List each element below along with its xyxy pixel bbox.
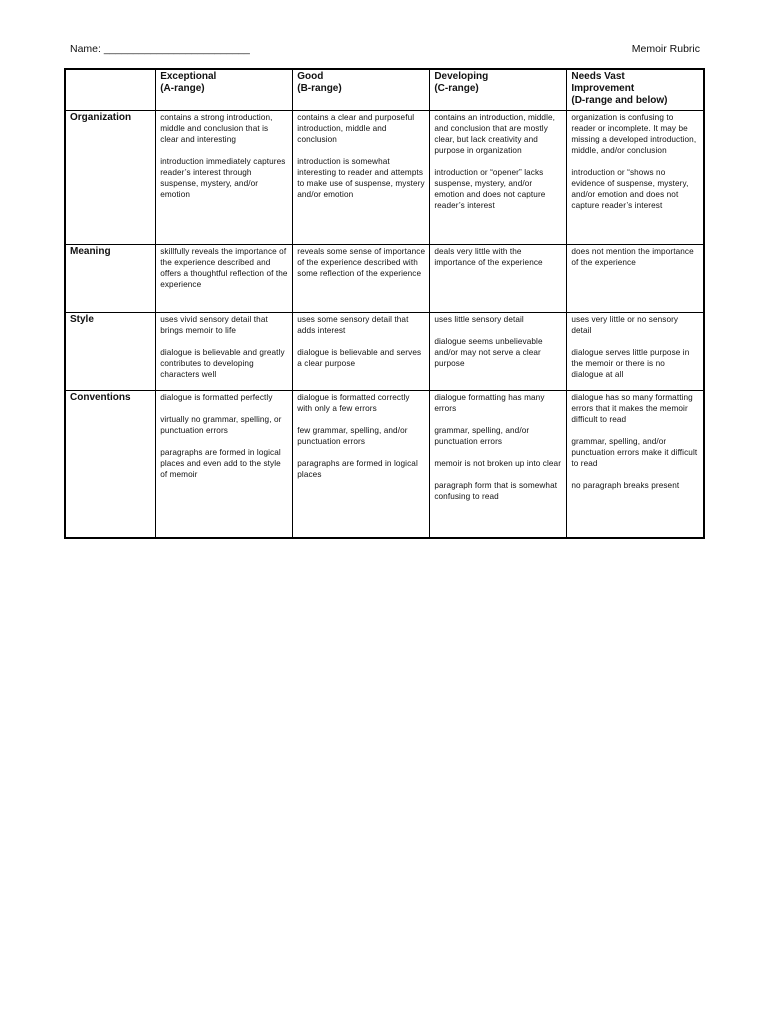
cell-organization-needs-improvement: organization is confusing to reader or incomplete. It may be missing a developed introduction, middle, and/or conclusion introduction or “shows no evidence of suspense, mystery, and/or emotion and does not capture reader’s interest xyxy=(567,111,704,245)
cell-meaning-exceptional: skillfully reveals the importance of the experience described and offers a thoughtful reflection of the experience xyxy=(156,245,293,313)
row-label-meaning: Meaning xyxy=(65,245,156,313)
cell-style-good: uses some sensory detail that adds interest dialogue is believable and serves a clear purpose xyxy=(293,313,430,391)
cell-style-needs-improvement: uses very little or no sensory detail dialogue serves little purpose in the memoir or there is no dialogue at all xyxy=(567,313,704,391)
cell-style-developing: uses little sensory detail dialogue seems unbelievable and/or may not serve a clear purpose xyxy=(430,313,567,391)
page-header xyxy=(70,42,700,56)
column-header-needs-vast-improvement: Needs Vast Improvement (D-range and below) xyxy=(567,69,704,111)
column-header-exceptional: Exceptional (A-range) xyxy=(156,69,293,111)
row-label-style: Style xyxy=(65,313,156,391)
cell-organization-good: contains a clear and purposeful introduction, middle and conclusion introduction is somewhat interesting to reader and attempts to make use of suspense, mystery and/or emotion xyxy=(293,111,430,245)
rubric-table xyxy=(64,68,705,539)
cell-conventions-exceptional: dialogue is formatted perfectly virtually no grammar, spelling, or punctuation errors paragraphs are formed in logical places and even add to the style of memoir xyxy=(156,391,293,538)
cell-conventions-good: dialogue is formatted correctly with only a few errors few grammar, spelling, and/or punctuation errors paragraphs are formed in logical places xyxy=(293,391,430,538)
cell-organization-exceptional: contains a strong introduction, middle and conclusion that is clear and interesting introduction immediately captures reader’s interest through suspense, mystery, and/or emotion xyxy=(156,111,293,245)
cell-conventions-developing: dialogue formatting has many errors grammar, spelling, and/or punctuation errors memoir is not broken up into clear paragraph form that is somewhat confusing to read xyxy=(430,391,567,538)
column-header-developing: Developing (C-range) xyxy=(430,69,567,111)
cell-conventions-needs-improvement: dialogue has so many formatting errors that it makes the memoir difficult to read grammar, spelling, and/or punctuation errors make it difficult to read no paragraph breaks present xyxy=(567,391,704,538)
row-meaning xyxy=(65,245,704,313)
document-title: Memoir Rubric xyxy=(631,43,700,55)
column-header-good: Good (B-range) xyxy=(293,69,430,111)
row-label-conventions: Conventions xyxy=(65,391,156,538)
cell-meaning-needs-improvement: does not mention the importance of the experience xyxy=(567,245,704,313)
row-conventions xyxy=(65,391,704,538)
header-row xyxy=(65,69,704,111)
cell-meaning-good: reveals some sense of importance of the experience described with some reflection of the experience xyxy=(293,245,430,313)
row-label-organization: Organization xyxy=(65,111,156,245)
cell-organization-developing: contains an introduction, middle, and conclusion that are mostly clear, but lack creativity and purpose in organization introduction or “opener” lacks suspense, mystery, and/or emotion and does not capture reader’s interest xyxy=(430,111,567,245)
row-style xyxy=(65,313,704,391)
row-organization xyxy=(65,111,704,245)
name-line: Name: _________________________ xyxy=(70,43,250,55)
cell-style-exceptional: uses vivid sensory detail that brings memoir to life dialogue is believable and greatly contributes to developing characters well xyxy=(156,313,293,391)
corner-cell xyxy=(65,69,156,111)
cell-meaning-developing: deals very little with the importance of the experience xyxy=(430,245,567,313)
